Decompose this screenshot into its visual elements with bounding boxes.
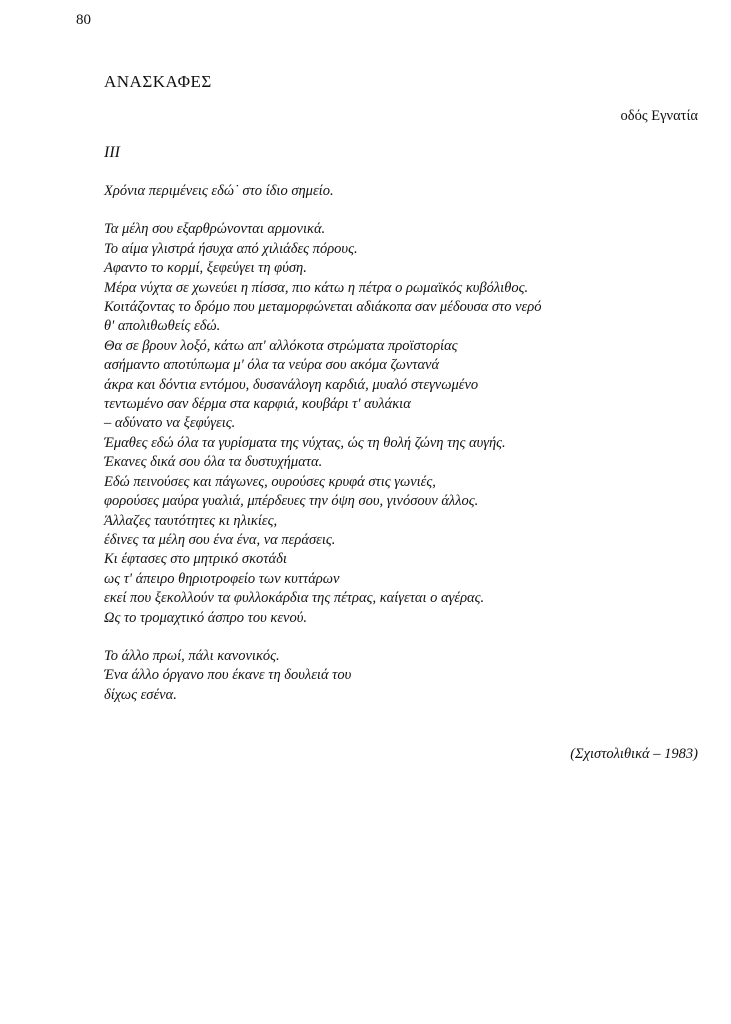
poem-line: Χρόνια περιμένεις εδώ˙ στο ίδιο σημείο. (104, 183, 334, 199)
stanza (104, 182, 704, 201)
poem-line: άκρα και δόντια εντόμου, δυσανάλογη καρδιά, μυαλό στεγνωμένο (104, 376, 479, 393)
poem-line: Έκανες δικά σου όλα τα δυστυχήματα. (104, 454, 323, 471)
poem-line: Αφαντο το κορμί, ξεφεύγει τη φύση. (104, 260, 307, 277)
poem-body (104, 182, 704, 705)
poem-line: Κι έφτασες στο μητρικό σκοτάδι (104, 551, 287, 568)
poem-line: Το αίμα γλιστρά ήσυχα από χιλιάδες πόρους. (104, 240, 358, 257)
section-number: III (104, 144, 120, 161)
poem-line: Θα σε βρουν λοξό, κάτω απ' αλλόκοτα στρώματα προϊστορίας (104, 337, 458, 354)
poem-line: Εδώ πεινούσες και πάγωνες, ουρούσες κρυφά στις γωνιές, (104, 473, 436, 490)
poem-line: Τα μέλη σου εξαρθρώνονται αρμονικά. (104, 221, 326, 238)
source-citation: (Σχιστολιθικά – 1983) (570, 746, 698, 762)
epigraph: οδός Εγνατία (620, 108, 698, 124)
stanza (104, 220, 704, 628)
page-number: 80 (76, 12, 91, 28)
poem-line: Κοιτάζοντας το δρόμο που μεταμορφώνεται αδιάκοπα σαν μέδουσα στο νερό (104, 299, 542, 316)
poem-line: δίχως εσένα. (104, 686, 177, 703)
poem-line: Έμαθες εδώ όλα τα γυρίσματα της νύχτας, ώς τη θολή ζώνη της αυγής. (104, 434, 506, 451)
stanza (104, 647, 704, 705)
poem-line: φορούσες μαύρα γυαλιά, μπέρδευες την όψη σου, γινόσουν άλλος. (104, 493, 479, 510)
poem-line: θ' απολιθωθείς εδώ. (104, 318, 221, 335)
poem-line: Ως το τρομαχτικό άσπρο του κενού. (104, 609, 307, 626)
poem-line: εκεί που ξεκολλούν τα φυλλοκάρδια της πέτρας, καίγεται ο αγέρας. (104, 590, 485, 607)
poem-line: Το άλλο πρωί, πάλι κανονικός. (104, 647, 280, 664)
poem-line: Ένα άλλο όργανο που έκανε τη δουλειά του (104, 667, 352, 684)
poem-line: Άλλαζες ταυτότητες κι ηλικίες, (104, 512, 278, 529)
poem-line: ως τ' άπειρο θηριοτροφείο των κυττάρων (104, 570, 340, 587)
poem-line: ασήμαντο αποτύπωμα μ' όλα τα νεύρα σου ακόμα ζωντανά (104, 357, 440, 374)
poem-line: έδινες τα μέλη σου ένα ένα, να περάσεις. (104, 531, 336, 548)
poem-title: ΑΝΑΣΚΑΦΕΣ (104, 72, 212, 91)
poem-line: Μέρα νύχτα σε χωνεύει η πίσσα, πιο κάτω η πέτρα ο ρωμαϊκός κυβόλιθος. (104, 279, 529, 296)
poem-line: – αδύνατο να ξεφύγεις. (104, 415, 236, 432)
poem-line: τεντωμένο σαν δέρμα στα καρφιά, κουβάρι τ' αυλάκια (104, 396, 411, 413)
